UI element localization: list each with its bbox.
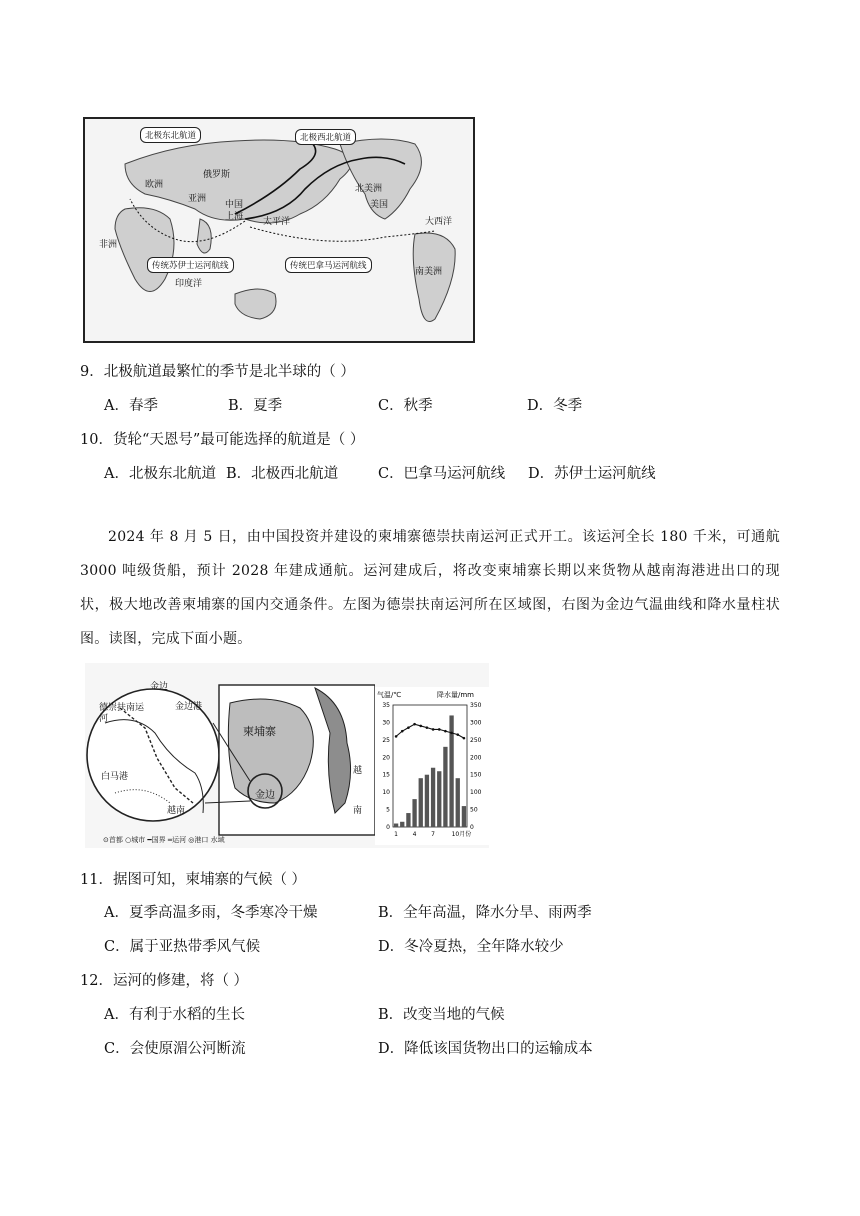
arctic-routes-map [83,117,475,343]
precip-bar [456,778,460,827]
map-legend: ⊙首都 ○城市 ━国界 ═运河 ◎港口 水域 [103,836,225,844]
label-asia: 亚洲 [188,194,207,204]
y-tick-label: 25 [382,736,390,744]
q10-option-c[interactable]: C．巴拿马运河航线 [378,466,506,482]
q9-option-d[interactable]: D．冬季 [527,398,583,414]
q12-stem: 12．运河的修建，将（ ） [80,973,249,989]
q11-option-c[interactable]: C．属于亚热带季风气候 [104,939,261,955]
route-panama-label: 传统巴拿马运河航线 [285,257,372,273]
chart-ylabel: 气温/℃ [377,691,402,699]
map-continents [85,119,473,341]
q9-option-a[interactable]: A．春季 [104,398,158,414]
label-indian: 印度洋 [175,279,203,289]
y2-tick-label: 300 [470,719,482,727]
precip-bar [462,806,466,827]
label-nan: 南 [353,806,363,816]
precip-bar [400,822,404,827]
label-baima: 白马港 [101,772,129,782]
label-jinbian-inset: 金边 [255,790,275,801]
x-tick-label: 1 [394,831,398,838]
q9-option-b[interactable]: B．夏季 [228,398,283,414]
route-suez-label: 传统苏伊士运河航线 [147,257,234,273]
y-tick-label: 0 [386,824,390,831]
label-europe: 欧洲 [145,180,164,190]
label-pacific: 太平洋 [263,217,291,227]
label-south-america: 南美洲 [415,267,443,277]
precip-bar [443,747,447,827]
route-ne-label: 北极东北航道 [140,127,201,143]
y2-tick-label: 0 [470,824,474,831]
temperature-point [456,733,459,736]
passage-text: 2024 年 8 月 5 日，由中国投资并建设的柬埔寨德崇扶南运河正式开工。该运河全长 180 千米，可通航 3000 吨级货船，预计 2028 年建成通航。运河建成后，将改变柬埔寨长期以来货物从越南海港进出口的现状，极大地改善柬埔寨的国内交通条件。左图为德崇扶南运河所在区域图，右图为金边气温曲线和降水量柱状图。读图，完成下面小题。 [80,529,780,647]
label-russia: 俄罗斯 [203,170,231,180]
label-atlantic: 大西洋 [425,217,453,227]
climate-chart [375,687,489,845]
q11-option-a[interactable]: A．夏季高温多雨，冬季寒冷干燥 [104,905,318,921]
y2-tick-label: 250 [470,736,482,744]
x-tick-label: 4 [412,831,417,838]
y2-tick-label: 200 [470,754,482,762]
y2-tick-label: 100 [470,789,482,797]
cambodia-region-map [85,663,489,848]
temperature-point [407,726,410,729]
precip-bar [431,768,435,827]
label-jinbiangang: 金边港 [175,702,203,712]
q11-option-b[interactable]: B．全年高温，降水分旱、雨两季 [378,905,592,921]
x-tick-label: 10月份 [451,831,472,838]
temperature-point [438,728,441,731]
y-tick-label: 30 [382,719,390,727]
route-nw-label: 北极西北航道 [295,129,356,145]
label-shanghai: 上海 [225,212,244,222]
q9-option-c[interactable]: C．秋季 [378,398,433,414]
y2-tick-label: 350 [470,702,482,709]
q10-option-b[interactable]: B．北极西北航道 [226,466,339,482]
label-cambodia: 柬埔寨 [243,725,276,738]
q12-option-c[interactable]: C．会使原湄公河断流 [104,1041,246,1057]
label-vietnam: 越南 [167,806,186,816]
label-usa: 美国 [370,200,389,210]
x-tick-label: 7 [431,831,435,838]
label-yue: 越 [353,766,363,776]
chart-y2label: 降水量/mm [437,691,474,699]
temperature-point [450,732,453,735]
precip-bar [419,778,423,827]
y-tick-label: 10 [382,789,390,797]
q12-option-d[interactable]: D．降低该国货物出口的运输成本 [378,1041,593,1057]
temperature-point [401,730,404,733]
y-tick-label: 35 [382,702,390,709]
q12-option-a[interactable]: A．有利于水稻的生长 [104,1007,245,1023]
temperature-point [463,737,466,740]
precip-bar [425,775,429,827]
precip-bar [394,824,398,827]
q11-option-d[interactable]: D．冬冷夏热，全年降水较少 [378,939,564,955]
region-map-shapes [85,663,375,848]
q9-stem: 9．北极航道最繁忙的季节是北半球的（ ） [80,364,355,380]
q10-option-d[interactable]: D．苏伊士运河航线 [528,466,656,482]
temperature-point [444,730,447,733]
temperature-point [419,725,422,728]
q11-stem: 11．据图可知，柬埔寨的气候（ ） [80,872,307,888]
temperature-point [426,726,429,729]
q12-option-b[interactable]: B．改变当地的气候 [378,1007,505,1023]
label-china: 中国 [225,200,244,210]
y2-tick-label: 150 [470,771,482,779]
y2-tick-label: 50 [470,806,478,814]
temperature-point [395,735,398,738]
label-north-america: 北美洲 [355,184,383,194]
y-tick-label: 20 [382,754,390,762]
label-jinbian: 金边 [150,682,169,692]
q10-option-a[interactable]: A．北极东北航道 [104,466,216,482]
label-canal: 德崇扶南运河 [99,703,145,724]
y-tick-label: 5 [386,806,390,814]
temperature-point [413,723,416,726]
y-tick-label: 15 [382,771,390,779]
precip-bar [406,813,410,827]
precip-bar [412,799,416,827]
q10-stem: 10．货轮“天恩号”最可能选择的航道是（ ） [80,432,365,448]
precip-bar [437,771,441,827]
temperature-point [432,728,435,731]
label-africa: 非洲 [99,240,118,250]
